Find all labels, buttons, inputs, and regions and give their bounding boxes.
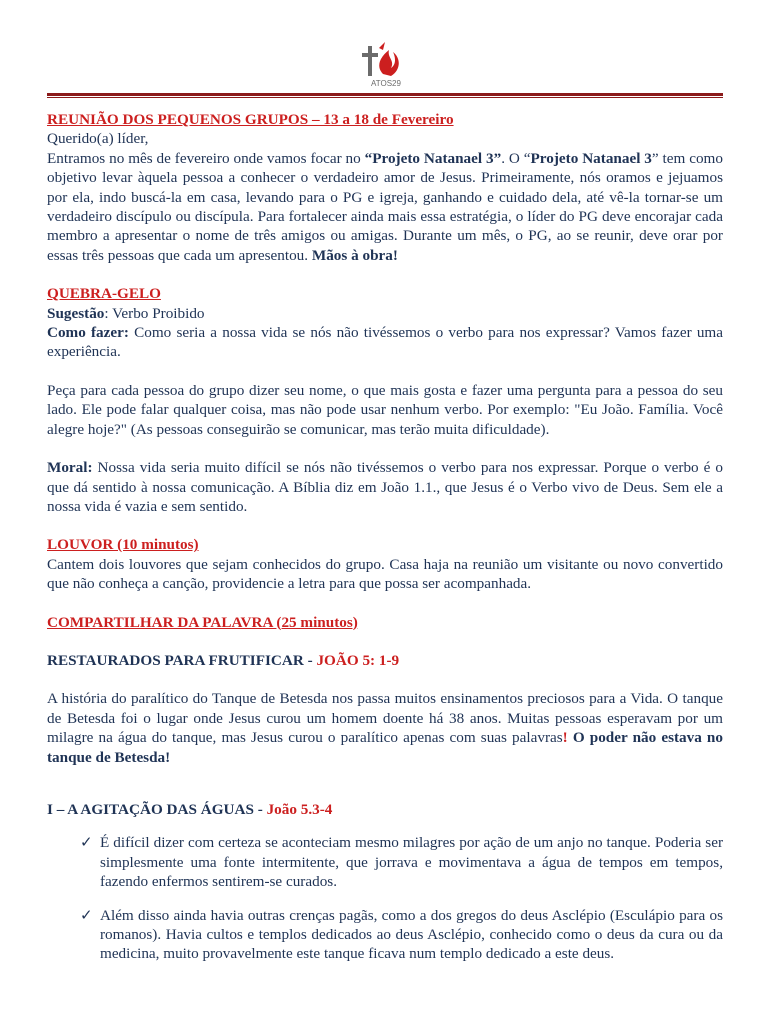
document-body (47, 110, 723, 964)
check-icon: ✓ (80, 834, 93, 852)
worship-paragraph: Cantem dois louvores que sejam conhecidos do grupo. Casa haja na reunião um visitante ou novo convertido que não conheça a canção, providencie a letra para que possa ser acompanhada. (47, 555, 723, 593)
intro-heading: REUNIÃO DOS PEQUENOS GRUPOS – 13 a 18 de Fevereiro (47, 111, 454, 128)
svg-text:ATOS29: ATOS29 (371, 79, 401, 88)
header-rule (47, 93, 723, 96)
church-logo (361, 38, 411, 88)
word-heading: COMPARTILHAR DA PALAVRA (25 minutos) (47, 613, 358, 631)
bullet-item: ✓ Além disso ainda havia outras crenças pagãs, como a dos gregos do deus Asclépio (Esculápio para os romanos). Havia cultos e templos dedicados ao deus Asclépio, conhecido como o deus da cura ou da medicina, muito provavelmente este tanque ficava num templo dedicado a este deus. (80, 906, 723, 963)
sermon-title: RESTAURADOS PARA FRUTIFICAR - JOÃO 5: 1-9 (47, 651, 400, 669)
section-1-title: I – A AGITAÇÃO DAS ÁGUAS - João 5.3-4 (47, 800, 333, 818)
check-icon: ✓ (80, 906, 93, 924)
header-rule-thin (47, 97, 723, 98)
icebreaker-heading: QUEBRA-GELO (47, 285, 161, 303)
intro-paragraph: Entramos no mês de fevereiro onde vamos focar no “Projeto Natanael 3”. O “Projeto Natanael 3” tem como objetivo levar àquela pessoa a conhecer o verdadeiro amor de Jesus. Primeiramente, nós oramos e jejuamos por ela, indo buscá-la em casa, levando para o PG e igreja, ganhando e cuidado dela, até vê-la tornar-se um verdadeiro discípulo ou discípula. Para fortalecer ainda mais essa estratégia, o líder do PG deve encorajar cada membro a apresentar o nome de três amigos ou amigas. Durante um mês, o PG, ao se reunir, deve orar por essas três pessoas que cada um apresentou. Mãos à obra! (47, 149, 723, 264)
worship-heading: LOUVOR (10 minutos) (47, 536, 199, 554)
sermon-intro: A história do paralítico do Tanque de Betesda nos passa muitos ensinamentos preciosos para a Vida. O tanque de Betesda foi o lugar onde Jesus curou um homem doente há 38 anos. Muitas pessoas esperavam por um milagre na água do tanque, mas Jesus curou o paralítico apenas com suas palavras! O poder não estava no tanque de Betesda! (47, 690, 723, 766)
suggestion-line: Sugestão: Verbo Proibido (47, 304, 205, 322)
how-to-paragraph: Como fazer: Como seria a nossa vida se nós não tivéssemos o verbo para nos expressar? Vamos fazer uma experiência. (47, 324, 723, 361)
icebreaker-instructions: Peça para cada pessoa do grupo dizer seu nome, o que mais gosta e fazer uma pergunta para a pessoa do seu lado. Ele pode falar qualquer coisa, mas não pode usar nenhum verbo. Por exemplo: "Eu João. Família. Você alegre hoje?" (As pessoas conseguirão se comunicar, mas terão muita dificuldade). (47, 381, 723, 438)
greeting: Querido(a) líder, (47, 130, 149, 148)
bullet-item: ✓ É difícil dizer com certeza se aconteciam mesmo milagres por ação de um anjo no tanque. Poderia ser simplesmente uma fonte intermitente, que jorrava e movimentava a água de tempos em tempos, fazendo enfermos sentirem-se curados. (80, 834, 723, 891)
moral-paragraph: Moral: Nossa vida seria muito difícil se nós não tivéssemos o verbo para nos expressar. Porque o verbo é o que dá sentido à nossa comunicação. A Bíblia diz em João 1.1., que Jesus é o Verbo vivo de Deus. Sem ele a nossa vida é vazia e sem sentido. (47, 459, 723, 515)
